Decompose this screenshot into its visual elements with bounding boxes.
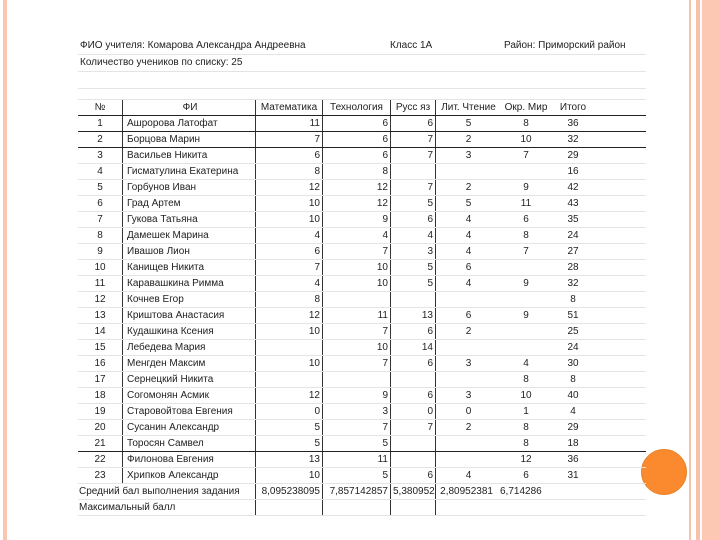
- table-cell: 7: [523, 246, 529, 257]
- column-header: №: [94, 102, 106, 113]
- table-cell: Град Артем: [122, 196, 255, 211]
- table-cell: [390, 452, 435, 467]
- max-cell: [390, 500, 435, 515]
- table-cell: Каравашкина Римма: [122, 276, 255, 291]
- average-cell: 2,80952381: [435, 484, 495, 499]
- table-cell: 0: [390, 404, 435, 419]
- table-cell: [435, 436, 501, 451]
- table-cell: [322, 292, 390, 307]
- class-label: Класс 1А: [390, 40, 433, 51]
- column-header: Итого: [559, 102, 587, 113]
- table-cell: [255, 372, 322, 387]
- table-row: [78, 260, 646, 276]
- table-row: [78, 356, 646, 372]
- table-cell: Горбунов Иван: [122, 180, 255, 195]
- table-cell: [435, 452, 501, 467]
- table-cell: 2: [435, 324, 501, 339]
- table-cell: 4: [435, 244, 501, 259]
- table-cell: 11: [322, 452, 390, 467]
- table-row: [78, 244, 646, 260]
- table-cell: Сернецкий Никита: [122, 372, 255, 387]
- table-cell: 5: [390, 276, 435, 291]
- table-cell: 20: [94, 422, 106, 433]
- table-cell: 2: [435, 180, 501, 195]
- table-cell: [390, 436, 435, 451]
- table-cell: 5: [255, 436, 322, 451]
- table-cell: 7: [322, 244, 390, 259]
- table-cell: 8: [570, 374, 576, 385]
- column-header: Русс яз: [390, 100, 435, 115]
- table-cell: Гукова Татьяна: [122, 212, 255, 227]
- table-cell: 5: [255, 420, 322, 435]
- table-cell: 13: [390, 308, 435, 323]
- slide-right-border-band: [702, 0, 720, 540]
- table-cell: 6: [322, 148, 390, 163]
- table-cell: 4: [255, 276, 322, 291]
- table-cell: 8: [97, 230, 103, 241]
- max-row: [78, 500, 646, 516]
- table-cell: 36: [567, 454, 579, 465]
- table-cell: 5: [390, 196, 435, 211]
- table-cell: 23: [94, 470, 106, 481]
- table-cell: [501, 260, 551, 275]
- table-cell: 7: [390, 148, 435, 163]
- table-cell: 35: [567, 214, 579, 225]
- table-cell: [435, 372, 501, 387]
- table-cell: [322, 372, 390, 387]
- table-cell: [435, 164, 501, 179]
- table-cell: 8: [523, 118, 529, 129]
- table-cell: 5: [435, 116, 501, 131]
- table-cell: 13: [94, 310, 106, 321]
- table-cell: 10: [255, 324, 322, 339]
- table-cell: Ивашов Лион: [122, 244, 255, 259]
- table-cell: Канищев Никита: [122, 260, 255, 275]
- table-cell: 11: [94, 278, 106, 289]
- table-cell: 6: [97, 198, 103, 209]
- table-cell: 9: [322, 212, 390, 227]
- table-cell: Кудашкина Ксения: [122, 324, 255, 339]
- table-row: [78, 404, 646, 420]
- table-row: [78, 420, 646, 436]
- table-cell: 12: [255, 388, 322, 403]
- table-cell: Лебедева Мария: [122, 340, 255, 355]
- table-cell: 9: [523, 278, 529, 289]
- table-cell: [390, 292, 435, 307]
- table-cell: Согомонян Асмик: [122, 388, 255, 403]
- table-cell: 7: [322, 356, 390, 371]
- table-cell: [390, 164, 435, 179]
- table-cell: 7: [97, 214, 103, 225]
- table-cell: 16: [567, 166, 579, 177]
- table-cell: 8: [570, 294, 576, 305]
- table-cell: 15: [94, 342, 106, 353]
- table-cell: [435, 340, 501, 355]
- table-cell: 10: [322, 260, 390, 275]
- table-cell: 12: [520, 454, 532, 465]
- table-cell: 5: [390, 260, 435, 275]
- table-cell: Васильев Никита: [122, 148, 255, 163]
- table-cell: 9: [97, 246, 103, 257]
- table-cell: 4: [435, 468, 501, 483]
- table-cell: Гисматулина Екатерина: [122, 164, 255, 179]
- table-cell: 14: [390, 340, 435, 355]
- table-cell: 7: [255, 260, 322, 275]
- table-cell: 4: [435, 228, 501, 243]
- table-cell: 27: [567, 246, 579, 257]
- table-cell: 6: [435, 260, 501, 275]
- table-cell: 10: [255, 356, 322, 371]
- table-cell: 6: [390, 212, 435, 227]
- table-cell: 3: [435, 148, 501, 163]
- column-header: Окр. Мир: [504, 102, 548, 113]
- table-cell: 51: [567, 310, 579, 321]
- table-row: [78, 116, 646, 132]
- students-count: Количество учеников по списку: 25: [80, 57, 243, 68]
- table-cell: [501, 324, 551, 339]
- table-cell: 7: [390, 180, 435, 195]
- table-row: [78, 308, 646, 324]
- table-row: [78, 452, 646, 468]
- table-cell: 42: [567, 182, 579, 193]
- table-row: [78, 196, 646, 212]
- grades-spreadsheet: [78, 38, 646, 516]
- table-cell: 11: [520, 198, 532, 209]
- table-cell: [435, 292, 501, 307]
- average-label: Средний бал выполнения задания: [79, 486, 240, 497]
- table-cell: 1: [523, 406, 529, 417]
- table-row: [78, 132, 646, 148]
- info-row: [78, 38, 646, 55]
- table-cell: Криштова Анастасия: [122, 308, 255, 323]
- table-cell: 17: [94, 374, 106, 385]
- table-cell: Сусанин Александр: [122, 420, 255, 435]
- table-cell: 7: [523, 150, 529, 161]
- table-cell: 11: [255, 116, 322, 131]
- table-cell: 4: [435, 212, 501, 227]
- table-cell: 7: [390, 132, 435, 147]
- table-cell: 32: [567, 278, 579, 289]
- table-cell: 19: [94, 406, 106, 417]
- table-cell: 10: [322, 276, 390, 291]
- table-cell: 5: [322, 436, 390, 451]
- table-cell: 9: [523, 182, 529, 193]
- table-cell: [390, 372, 435, 387]
- table-cell: 18: [94, 390, 106, 401]
- table-row: [78, 228, 646, 244]
- table-cell: 0: [255, 404, 322, 419]
- table-cell: [501, 340, 551, 355]
- table-cell: 4: [523, 358, 529, 369]
- table-cell: 3: [435, 388, 501, 403]
- column-header: Технология: [322, 100, 390, 115]
- table-cell: 4: [322, 228, 390, 243]
- slide-left-border: [3, 0, 7, 540]
- table-cell: 6: [322, 116, 390, 131]
- table-cell: Торосян Самвел: [122, 436, 255, 451]
- table-cell: 6: [322, 132, 390, 147]
- table-cell: 6: [390, 468, 435, 483]
- empty-row: [78, 89, 646, 100]
- table-cell: 8: [523, 438, 529, 449]
- table-cell: 6: [255, 244, 322, 259]
- table-cell: 10: [520, 390, 532, 401]
- max-cell: [322, 500, 390, 515]
- table-cell: 5: [435, 196, 501, 211]
- column-header: Математика: [255, 100, 322, 115]
- table-cell: 7: [322, 420, 390, 435]
- table-cell: 43: [567, 198, 579, 209]
- table-cell: 32: [567, 134, 579, 145]
- table-cell: 13: [255, 452, 322, 467]
- table-cell: 0: [435, 404, 501, 419]
- table-cell: 2: [435, 420, 501, 435]
- column-header: ФИ: [122, 100, 255, 115]
- table-row: [78, 164, 646, 180]
- table-cell: 6: [390, 324, 435, 339]
- table-cell: 3: [435, 356, 501, 371]
- column-header: Лит. Чтение: [435, 100, 501, 115]
- table-cell: 7: [255, 132, 322, 147]
- table-cell: 7: [390, 420, 435, 435]
- table-cell: Кочнев Егор: [122, 292, 255, 307]
- table-cell: 4: [97, 166, 103, 177]
- table-cell: 10: [520, 134, 532, 145]
- table-cell: 25: [567, 326, 579, 337]
- max-label: Максимальный балл: [79, 502, 176, 513]
- table-cell: 12: [322, 180, 390, 195]
- table-cell: 8: [523, 422, 529, 433]
- info-row: [78, 55, 646, 72]
- table-cell: Старовойтова Евгения: [122, 404, 255, 419]
- table-row: [78, 436, 646, 452]
- table-cell: 8: [523, 230, 529, 241]
- table-cell: 9: [523, 310, 529, 321]
- table-cell: [255, 340, 322, 355]
- table-row: [78, 292, 646, 308]
- table-cell: 6: [390, 388, 435, 403]
- table-cell: 12: [94, 294, 106, 305]
- table-row: [78, 148, 646, 164]
- table-cell: 5: [97, 182, 103, 193]
- table-cell: 12: [255, 180, 322, 195]
- average-row: [78, 484, 646, 500]
- table-row: [78, 340, 646, 356]
- table-cell: 2: [97, 134, 103, 145]
- table-cell: 8: [322, 164, 390, 179]
- table-cell: 6: [390, 356, 435, 371]
- table-cell: 9: [322, 388, 390, 403]
- table-cell: 40: [567, 390, 579, 401]
- average-cell: 5,380952: [390, 484, 435, 499]
- table-cell: 2: [435, 132, 501, 147]
- table-cell: 14: [94, 326, 106, 337]
- table-cell: 18: [567, 438, 579, 449]
- table-cell: 36: [567, 118, 579, 129]
- table-row: [78, 372, 646, 388]
- table-cell: 24: [567, 230, 579, 241]
- table-cell: 4: [570, 406, 576, 417]
- table-cell: 6: [523, 470, 529, 481]
- table-cell: 3: [322, 404, 390, 419]
- table-cell: 6: [435, 308, 501, 323]
- table-cell: 4: [390, 228, 435, 243]
- table-row: [78, 324, 646, 340]
- table-cell: 12: [255, 308, 322, 323]
- table-cell: 11: [322, 308, 390, 323]
- table-cell: 10: [322, 340, 390, 355]
- average-cell: 6,714286: [500, 486, 542, 497]
- table-row: [78, 468, 646, 484]
- max-cell: [435, 500, 501, 515]
- table-cell: [501, 292, 551, 307]
- table-cell: 29: [567, 422, 579, 433]
- district-label: Район: Приморский район: [504, 40, 626, 51]
- table-cell: 10: [255, 196, 322, 211]
- table-cell: Филонова Евгения: [122, 452, 255, 467]
- table-cell: 10: [94, 262, 106, 273]
- table-cell: 21: [94, 438, 106, 449]
- table-cell: 16: [94, 358, 106, 369]
- table-row: [78, 212, 646, 228]
- teacher-name: ФИО учителя: Комарова Александра Андреевна: [80, 40, 306, 51]
- max-cell: [255, 500, 322, 515]
- table-cell: 5: [322, 468, 390, 483]
- table-cell: Хрипков Александр: [122, 468, 255, 483]
- table-header: [78, 100, 646, 116]
- empty-row: [78, 72, 646, 89]
- average-cell: 7,857142857: [322, 484, 390, 499]
- table-cell: 24: [567, 342, 579, 353]
- table-cell: Менгден Максим: [122, 356, 255, 371]
- table-cell: Борцова Марин: [122, 132, 255, 147]
- table-cell: 1: [97, 118, 103, 129]
- table-cell: 3: [390, 244, 435, 259]
- table-cell: 4: [435, 276, 501, 291]
- table-cell: Ашророва Латофат: [122, 116, 255, 131]
- table-cell: 12: [322, 196, 390, 211]
- table-cell: 30: [567, 358, 579, 369]
- table-cell: 3: [97, 150, 103, 161]
- slide-right-border-line: [689, 0, 691, 540]
- table-cell: 6: [255, 148, 322, 163]
- table-cell: 8: [523, 374, 529, 385]
- slide-right-border-line: [696, 0, 700, 540]
- table-row: [78, 388, 646, 404]
- decorative-orange-circle: [641, 449, 687, 495]
- table-cell: 22: [94, 454, 106, 465]
- table-row: [78, 276, 646, 292]
- table-cell: 4: [255, 228, 322, 243]
- table-cell: [501, 164, 551, 179]
- table-row: [78, 180, 646, 196]
- table-cell: 8: [255, 164, 322, 179]
- average-cell: 8,095238095: [255, 484, 322, 499]
- table-cell: 7: [322, 324, 390, 339]
- table-cell: 31: [567, 470, 579, 481]
- table-cell: 28: [567, 262, 579, 273]
- table-cell: 6: [390, 116, 435, 131]
- table-cell: Дамешек Марина: [122, 228, 255, 243]
- table-cell: 10: [255, 468, 322, 483]
- table-cell: 6: [523, 214, 529, 225]
- table-cell: 29: [567, 150, 579, 161]
- table-cell: 8: [255, 292, 322, 307]
- table-cell: 10: [255, 212, 322, 227]
